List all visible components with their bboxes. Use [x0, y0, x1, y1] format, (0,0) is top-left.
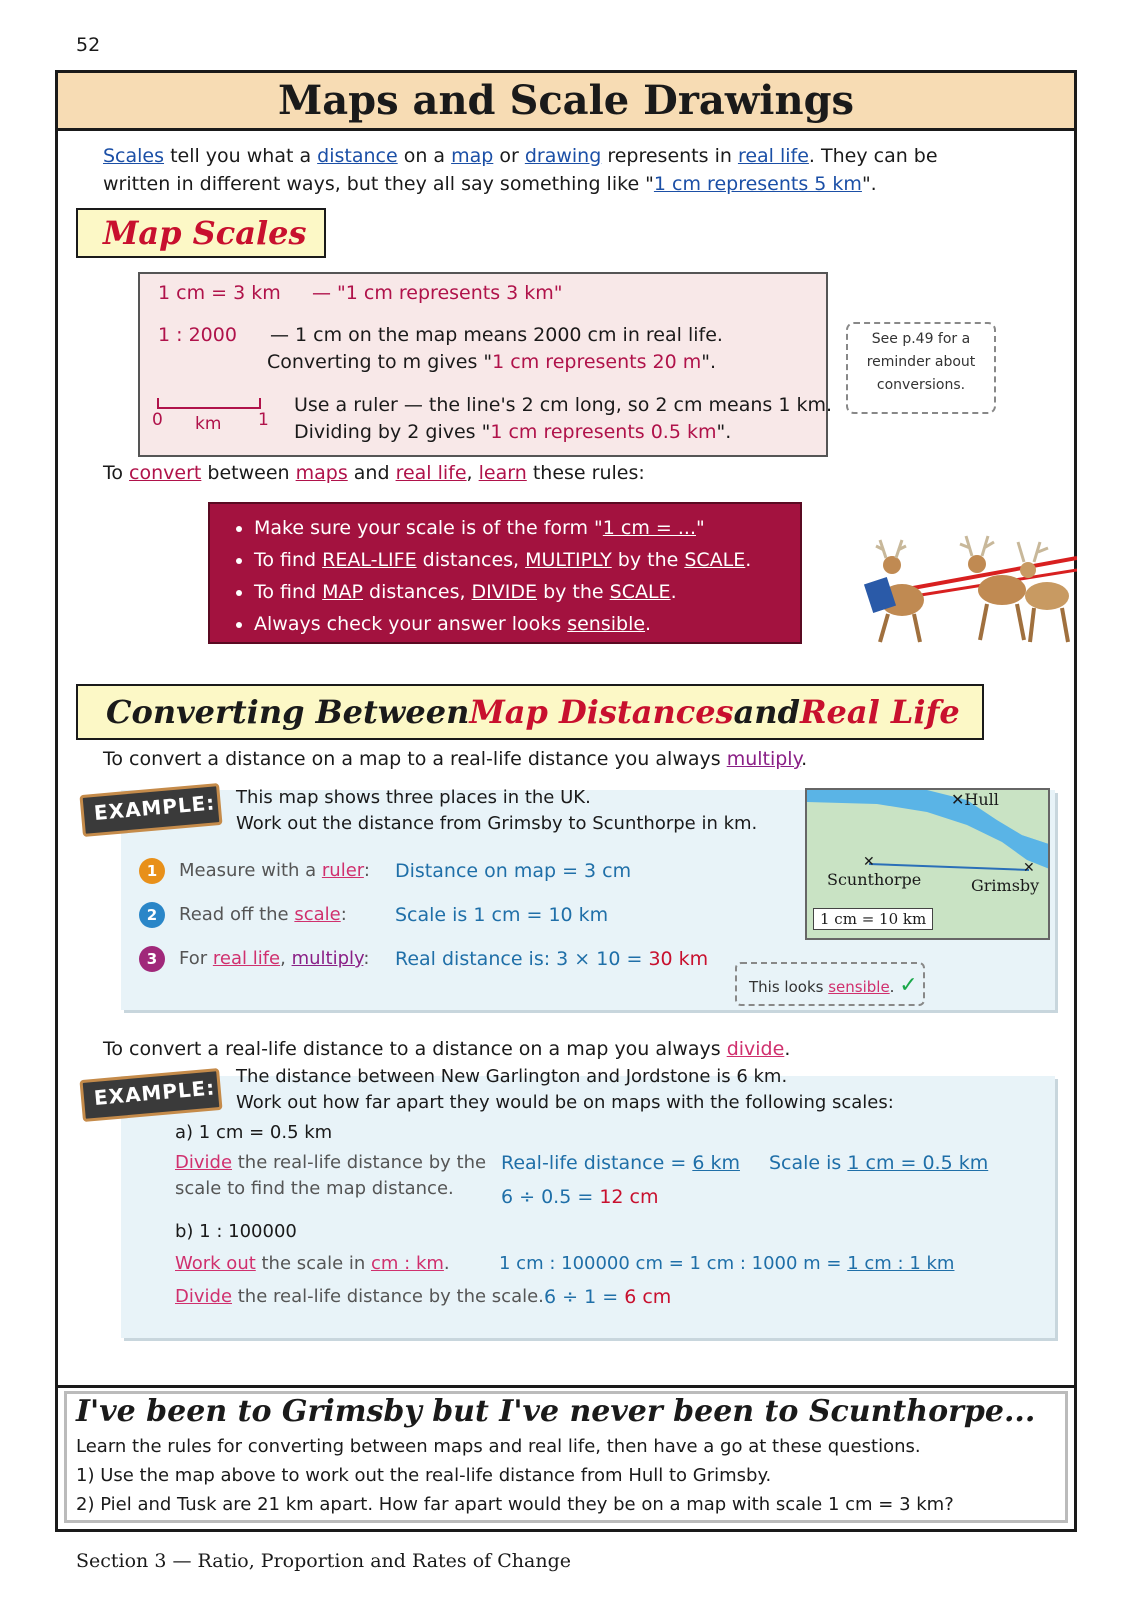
scale-bar-one: 1 [258, 410, 269, 430]
heading-part: and [733, 693, 800, 731]
step3-label [179, 948, 369, 969]
text-part: , [466, 462, 479, 484]
step3-number-icon [139, 946, 165, 972]
intro-term: Scales [103, 145, 165, 167]
summary-title: I've been to Grimsby but I've never been to Scunthorpe... [76, 1394, 1036, 1429]
term: convert [129, 462, 202, 484]
hull-label: Hull [964, 790, 999, 809]
example2-badge: EXAMPLE: [79, 1068, 222, 1122]
step3-result [395, 948, 708, 970]
step3-result-text: Real distance is: 3 × 10 = [395, 948, 649, 970]
step-term: ruler [321, 860, 364, 881]
calc-answer: 12 cm [599, 1186, 659, 1208]
part-a-calc [501, 1186, 658, 1208]
rule-emphasis: DIVIDE [471, 581, 538, 603]
text-part: . [784, 1038, 791, 1060]
rule-emphasis: MAP [322, 581, 364, 603]
tip-line: See p.49 for a [871, 331, 971, 347]
example2-question-line2: Work out how far apart they would be on maps with the following scales: [236, 1092, 894, 1113]
map-scunthorpe-label: Scunthorpe [827, 870, 922, 889]
scale2-line2-end: ". [701, 351, 717, 373]
scale-bar-unit: km [195, 414, 222, 434]
step-text: : [363, 948, 370, 969]
part-b-label: b) 1 : 100000 [175, 1221, 297, 1242]
intro-text-part: or [493, 145, 525, 167]
scales-box [138, 272, 832, 457]
page-number: 52 [76, 34, 101, 56]
example-map [805, 788, 1050, 940]
step-text: Measure with a [179, 860, 322, 881]
scale2-line2-highlight: 1 cm represents 20 m [492, 351, 702, 373]
intro-text-part: tell you what a [164, 145, 318, 167]
step2-result: Scale is 1 cm = 10 km [395, 904, 609, 926]
divide-intro [103, 1038, 790, 1060]
converting-heading [76, 684, 984, 740]
part-b-result1 [499, 1253, 954, 1274]
rule-item [254, 608, 800, 640]
rule-text: . [645, 613, 652, 635]
example2-question-line1: The distance between New Garlington and Jordstone is 6 km. [236, 1066, 788, 1087]
calc-text: 6 ÷ 0.5 = [501, 1186, 600, 1208]
desc-text: . [443, 1253, 450, 1274]
rule-emphasis: SCALE [684, 549, 746, 571]
intro-text-part: written in different ways, but they all say something like " [103, 173, 654, 195]
scale1-left: 1 cm = 3 km [158, 282, 281, 304]
part-a-label: a) 1 cm = 0.5 km [175, 1122, 333, 1143]
scale3-line2 [294, 421, 731, 443]
result-value: 1 cm : 1 km [847, 1253, 955, 1274]
desc-term: Divide [175, 1152, 233, 1173]
part-b-desc2 [175, 1286, 544, 1307]
intro-term: real life [737, 145, 809, 167]
rule-emphasis: REAL-LIFE [322, 549, 417, 571]
rule-text: by the [611, 549, 685, 571]
desc-term: Divide [175, 1286, 233, 1307]
scale2-right: — 1 cm on the map means 2000 cm in real life. [270, 324, 723, 346]
rule-item [254, 544, 800, 576]
intro-term: 1 cm represents 5 km [653, 173, 862, 195]
part-a-desc1 [175, 1152, 486, 1173]
checkmark-icon: ✓ [899, 973, 918, 998]
scale3-line2-end: ". [716, 421, 732, 443]
scale2-line2-text: Converting to m gives " [267, 351, 493, 373]
term: learn [478, 462, 527, 484]
rules-box [208, 502, 802, 644]
desc-term: Work out [175, 1253, 256, 1274]
intro-term: drawing [524, 145, 602, 167]
rule-emphasis: SCALE [609, 581, 671, 603]
rule-item [254, 576, 800, 608]
tip-line: conversions. [876, 377, 966, 393]
text-part: To [103, 462, 130, 484]
text-part: between [201, 462, 296, 484]
text-part: To convert a distance on a map to a real-life distance you always [103, 748, 727, 770]
scale3-line2-highlight: 1 cm represents 0.5 km [490, 421, 717, 443]
rule-item [254, 512, 800, 544]
step-text: Read off the [179, 904, 295, 925]
intro-text-part: . They can be [808, 145, 938, 167]
step2-number-icon [139, 902, 165, 928]
example1-question-line1: This map shows three places in the UK. [236, 787, 591, 808]
part-a-result2 [769, 1152, 988, 1174]
step-text: For [179, 948, 213, 969]
step1-result: Distance on map = 3 cm [395, 860, 632, 882]
reindeer-illustration-icon [862, 520, 1077, 650]
result-text: Scale is [769, 1152, 848, 1174]
step-num: 3 [146, 950, 158, 968]
grimsby-marker-icon: ✕ [1023, 860, 1035, 876]
step-text: : [363, 860, 370, 881]
calc-answer: 6 cm [624, 1286, 672, 1308]
result-text: 1 cm : 100000 cm = 1 cm : 1000 m = [499, 1253, 848, 1274]
example2-panel [121, 1066, 1055, 1338]
multiply-intro [103, 748, 807, 770]
scale2-line2 [267, 351, 716, 373]
desc-text: the scale in [255, 1253, 371, 1274]
intro-term: map [451, 145, 494, 167]
scale-bar-icon [154, 394, 266, 414]
rule-text: by the [537, 581, 610, 603]
rule-text: To find [254, 549, 323, 571]
map-scale-label: 1 cm = 10 km [813, 908, 933, 930]
heading-highlight: Real Life [799, 693, 960, 731]
step-term: scale [294, 904, 341, 925]
result-value: 1 cm = 0.5 km [847, 1152, 989, 1174]
page-title: Maps and Scale Drawings [277, 77, 855, 124]
rule-text: Make sure your scale is of the form " [254, 517, 603, 539]
step-text: , [280, 948, 292, 969]
intro-text-part: on a [397, 145, 452, 167]
summary-line: Learn the rules for converting between maps and real life, then have a go at these questions. [76, 1436, 921, 1457]
example1-badge: EXAMPLE: [79, 783, 222, 837]
step1-label [179, 860, 370, 881]
convert-rules-intro [103, 462, 645, 484]
desc-text: the real-life distance by the [232, 1152, 487, 1173]
result-value: 6 km [692, 1152, 740, 1174]
part-b-calc [544, 1286, 671, 1308]
term: real life [395, 462, 467, 484]
question-2: 2) Piel and Tusk are 21 km apart. How far apart would they be on a map with scale 1 cm = 3 km? [76, 1494, 954, 1515]
step-num: 2 [146, 906, 158, 924]
step1-number-icon [139, 858, 165, 884]
result-text: Real-life distance = [501, 1152, 693, 1174]
rule-text: . [670, 581, 677, 603]
title-bar [58, 73, 1074, 131]
rule-text: . [745, 549, 752, 571]
text-part: To convert a real-life distance to a distance on a map you always [103, 1038, 727, 1060]
heading-part: Converting Between [106, 693, 470, 731]
scunthorpe-marker-icon: ✕ [863, 854, 875, 870]
tip-line: reminder about [866, 354, 976, 370]
intro-text [103, 142, 983, 198]
map-grimsby-label: Grimsby [971, 876, 1040, 895]
step-num: 1 [146, 862, 158, 880]
step3-result-answer: 30 km [648, 948, 709, 970]
text-part: . [801, 748, 808, 770]
step-text: : [340, 904, 347, 925]
desc-text: the real-life distance by the scale. [232, 1286, 544, 1307]
rule-text: " [696, 517, 705, 539]
intro-text-part: represents in [601, 145, 738, 167]
conversions-tip [846, 322, 996, 414]
part-a-desc2: scale to find the map distance. [175, 1178, 454, 1199]
map-scales-heading: Map Scales [76, 208, 326, 258]
rule-text: Always check your answer looks [254, 613, 568, 635]
scale2-left: 1 : 2000 [158, 324, 237, 346]
question-1: 1) Use the map above to work out the real-life distance from Hull to Grimsby. [76, 1465, 772, 1486]
step-term: multiply [291, 948, 364, 969]
rule-emphasis: 1 cm = ... [602, 517, 696, 539]
map-hull-label: ✕Hull [951, 790, 999, 809]
part-a-result1 [501, 1152, 740, 1174]
rule-text: To find [254, 581, 323, 603]
tip-text: . [889, 978, 895, 996]
term: multiply [726, 748, 802, 770]
text-part: and [347, 462, 396, 484]
term: maps [295, 462, 348, 484]
tip-term: sensible [828, 978, 890, 996]
intro-term: distance [317, 145, 398, 167]
rule-text: distances, [416, 549, 526, 571]
heading-highlight: Map Distances [469, 693, 734, 731]
calc-text: 6 ÷ 1 = [544, 1286, 625, 1308]
rule-emphasis: MULTIPLY [525, 549, 612, 571]
step-term: real life [212, 948, 281, 969]
part-b-desc1 [175, 1253, 450, 1274]
tip-text: This looks [749, 978, 829, 996]
rule-emphasis: sensible [567, 613, 646, 635]
sensible-tip [735, 962, 925, 1006]
section-footer: Section 3 — Ratio, Proportion and Rates of Change [76, 1550, 571, 1572]
scale-bar-zero: 0 [152, 410, 163, 430]
rule-text: distances, [363, 581, 472, 603]
scale3-line2-text: Dividing by 2 gives " [294, 421, 491, 443]
step2-label [179, 904, 347, 925]
intro-text-part: ". [861, 173, 877, 195]
term: divide [726, 1038, 785, 1060]
text-part: these rules: [526, 462, 645, 484]
desc-term: cm : km [371, 1253, 444, 1274]
scale3-line1: Use a ruler — the line's 2 cm long, so 2 cm means 1 km. [294, 394, 832, 416]
scale1-right: — "1 cm represents 3 km" [312, 282, 563, 304]
example1-question-line2: Work out the distance from Grimsby to Scunthorpe in km. [236, 813, 758, 834]
